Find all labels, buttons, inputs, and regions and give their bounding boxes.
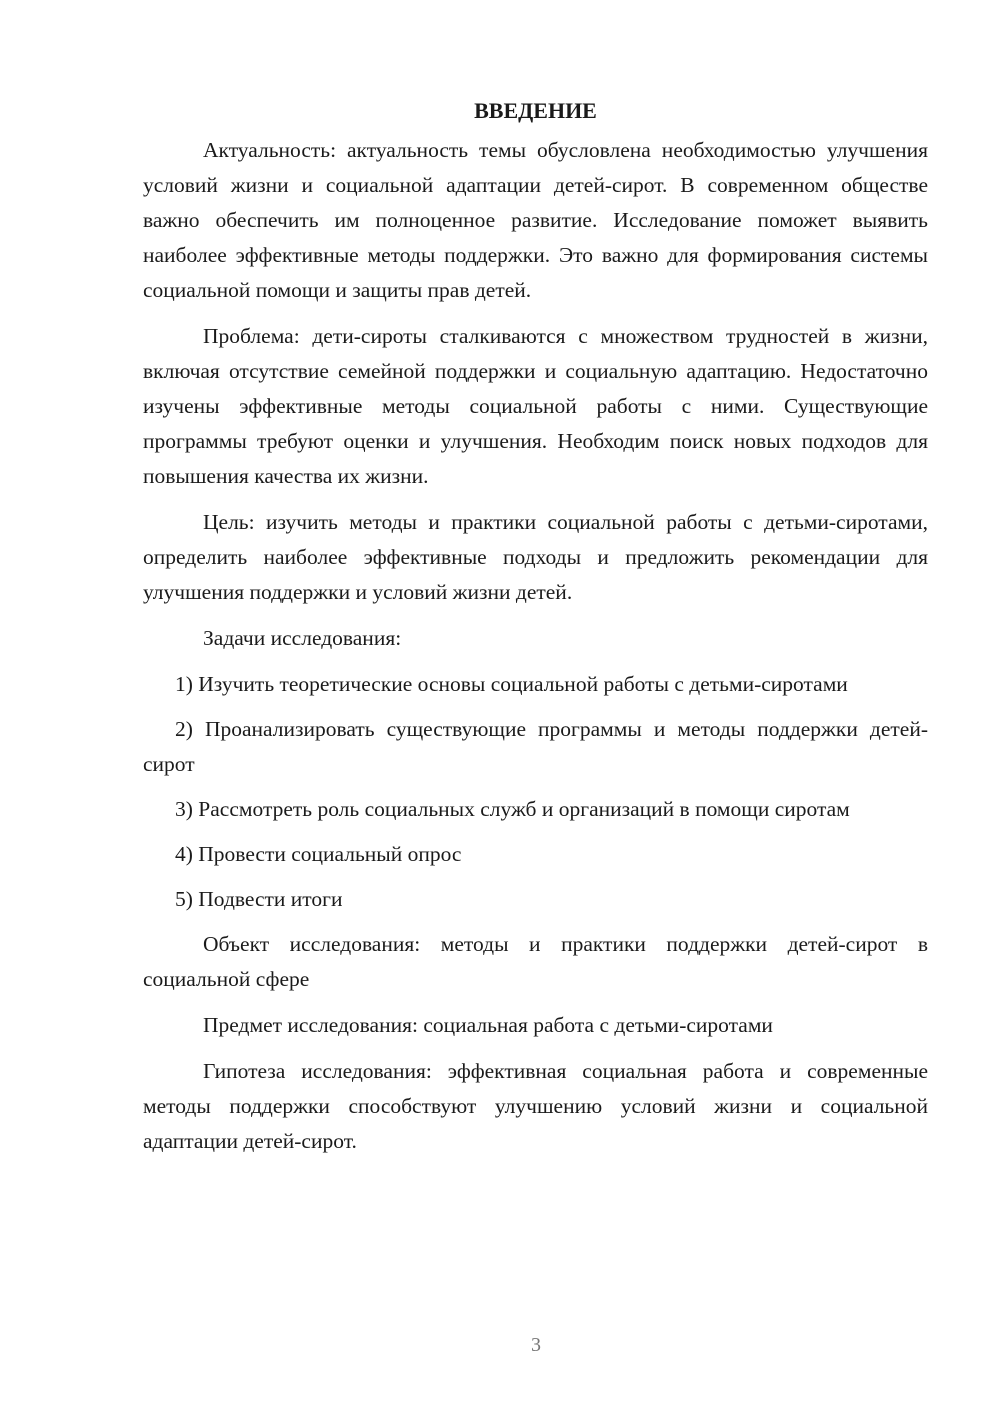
task-item-3: 3) Рассмотреть роль социальных служб и организаций в помощи сиротам bbox=[175, 797, 850, 821]
page-body bbox=[143, 95, 928, 1170]
section-title: ВВЕДЕНИЕ bbox=[474, 98, 597, 123]
paragraph-object: Объект исследования: методы и практики поддержки детей-сирот в социальной сфере bbox=[143, 932, 928, 991]
task-item-2: 2) Проанализировать существующие программы и методы поддержки детей-сирот bbox=[143, 717, 928, 776]
task-item-4: 4) Провести социальный опрос bbox=[175, 842, 462, 866]
paragraph-hypothesis: Гипотеза исследования: эффективная социальная работа и современные методы поддержки способствуют улучшению условий жизни и социальной адаптации детей-сирот. bbox=[143, 1059, 928, 1153]
paragraph-problem: Проблема: дети-сироты сталкиваются с множеством трудностей в жизни, включая отсутствие семейной поддержки и социальную адаптацию. Недостаточно изучены эффективные методы социальной работы с ними. Существующие программы требуют оценки и улучшения. Необходим поиск новых подходов для повышения качества их жизни. bbox=[143, 324, 928, 488]
tasks-heading: Задачи исследования: bbox=[203, 626, 402, 650]
task-item-5: 5) Подвести итоги bbox=[175, 887, 343, 911]
paragraph-subject: Предмет исследования: социальная работа с детьми-сиротами bbox=[203, 1013, 773, 1037]
paragraph-relevance: Актуальность: актуальность темы обусловлена необходимостью улучшения условий жизни и социальной адаптации детей-сирот. В современном обществе важно обеспечить им полноценное развитие. Исследование поможет выявить наиболее эффективные методы поддержки. Это важно для формирования системы социальной помощи и защиты прав детей. bbox=[143, 138, 928, 302]
page-number: 3 bbox=[531, 1334, 541, 1356]
paragraph-goal: Цель: изучить методы и практики социальной работы с детьми-сиротами, определить наиболее эффективные подходы и предложить рекомендации для улучшения поддержки и условий жизни детей. bbox=[143, 510, 928, 604]
task-item-1: 1) Изучить теоретические основы социальной работы с детьми-сиротами bbox=[175, 672, 848, 696]
